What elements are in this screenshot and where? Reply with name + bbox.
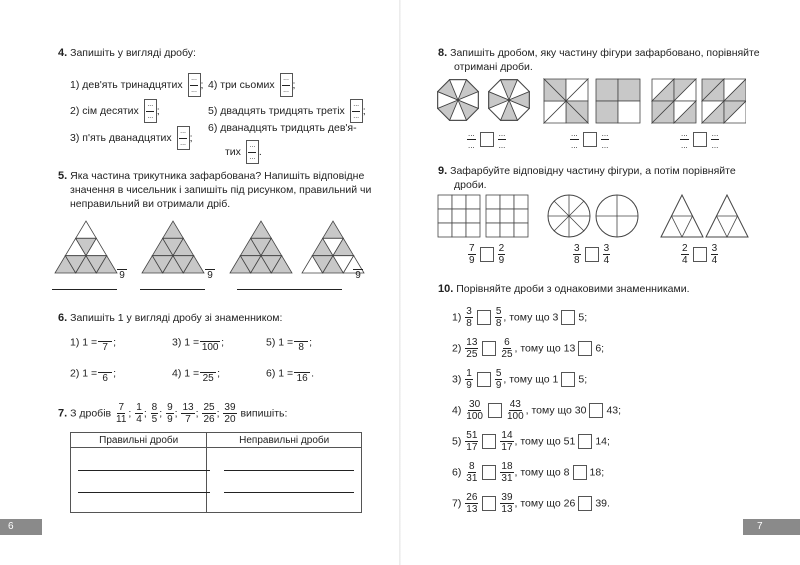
grid-cell bbox=[438, 195, 452, 209]
reason-end: 43; bbox=[606, 404, 622, 417]
reason-end: 5; bbox=[578, 311, 588, 324]
item-label: 6) дванадцять тридцять дев'я- bbox=[208, 122, 357, 134]
comparison-row: 2) $\frac{13}{25}$ $\frac{6}{25}$ , тому що 13 6; bbox=[452, 337, 605, 360]
grid-cell bbox=[486, 195, 500, 209]
ex8-compare: ... ... ... ... bbox=[681, 129, 719, 150]
ex4-item bbox=[208, 122, 357, 135]
grid-cell bbox=[452, 195, 466, 209]
row-index: 5) bbox=[452, 435, 462, 448]
ex4-item-cont: тих ... ... . bbox=[225, 140, 262, 164]
ex6-item: 4) 1 = 25 ; bbox=[172, 363, 220, 384]
octagon-figure bbox=[489, 80, 530, 121]
exercise-text-line: Запишіть дробом, яку частину фігури зафарбовано, порівняйте bbox=[450, 47, 760, 59]
exercise-text-line: Яка частина трикутника зафарбована? Напишіть відповідне bbox=[70, 170, 365, 182]
ex9-compare: $\frac{7}{9}$ $\frac{2}{9}$ bbox=[469, 243, 505, 266]
compare-box[interactable] bbox=[482, 341, 496, 356]
square-figure bbox=[544, 79, 588, 123]
table-header-improper: Неправильні дроби bbox=[207, 433, 362, 448]
compare-box[interactable] bbox=[488, 403, 502, 418]
page-number: 7 bbox=[757, 521, 763, 532]
grid-cell bbox=[466, 195, 480, 209]
exercise-6-header bbox=[58, 312, 282, 325]
compare-box[interactable] bbox=[573, 465, 587, 480]
answer-line[interactable] bbox=[224, 492, 354, 493]
ex4-item: 4) три сьомих ... ... ; bbox=[208, 73, 295, 97]
grid-cell bbox=[514, 209, 528, 223]
compare-box[interactable] bbox=[583, 132, 597, 147]
exercise-7-header: 7. З дробів $\frac{7}{11}$ ; $\frac{1}{4}$ ; $\frac{8}{5}$ ; $\frac{9}{9}$ ; $\frac{13}{7}$ ; $\frac{25}{26}$ ; $\frac{39}{20}$ випишіть: bbox=[58, 402, 288, 425]
answer-fraction-box[interactable]: ... ... bbox=[246, 140, 259, 164]
grid-cell bbox=[466, 209, 480, 223]
triangle-cell bbox=[163, 221, 184, 238]
reason-text: , тому що 13 bbox=[514, 342, 576, 355]
row-index: 1) bbox=[452, 311, 462, 324]
answer-table bbox=[70, 432, 362, 513]
shaded-shapes bbox=[436, 76, 746, 126]
answer-fraction-box[interactable]: ... ... bbox=[280, 73, 293, 97]
item-label: 3) п'ять дванадцятих bbox=[70, 131, 172, 144]
triangle-cell bbox=[323, 221, 344, 238]
ex4-item: 1) дев'ять тринадцятих ... ... ; bbox=[70, 73, 203, 97]
exercise-title: Запишіть у вигляді дробу: bbox=[70, 47, 196, 59]
ex4-item: 5) двадцять тридцять третіх ... ... ; bbox=[208, 99, 366, 123]
reason-end: 39. bbox=[595, 497, 610, 510]
ex4-item: 3) п'ять дванадцятих ... ... ; bbox=[70, 126, 193, 150]
compare-box[interactable] bbox=[482, 496, 496, 511]
page-number: 6 bbox=[8, 521, 14, 532]
grid-cell bbox=[438, 223, 452, 237]
ex5-fraction: 9 bbox=[116, 258, 128, 281]
reason-text: , тому що 1 bbox=[503, 373, 559, 386]
exercise-number: 9. bbox=[438, 165, 448, 177]
grid-cell bbox=[514, 195, 528, 209]
compare-box[interactable] bbox=[480, 132, 494, 147]
reason-end: 6; bbox=[595, 342, 605, 355]
ex4-item: 2) сім десятих ... ... ; bbox=[70, 99, 160, 123]
answer-line[interactable] bbox=[224, 470, 354, 471]
page-number-bar bbox=[0, 519, 42, 535]
exercise-number: 6. bbox=[58, 312, 68, 324]
answer-line[interactable] bbox=[78, 492, 210, 493]
compare-box[interactable] bbox=[482, 434, 496, 449]
compare-box[interactable] bbox=[477, 372, 491, 387]
circle-figure bbox=[548, 195, 590, 237]
ex6-item: 2) 1 = 6 ; bbox=[70, 363, 116, 384]
row-index: 2) bbox=[452, 342, 462, 355]
ex9-compare: $\frac{3}{8}$ $\frac{3}{4}$ bbox=[574, 243, 610, 266]
grid-cell bbox=[452, 209, 466, 223]
row-index: 7) bbox=[452, 497, 462, 510]
triangle-figure bbox=[230, 221, 292, 273]
exercise-4-header bbox=[58, 47, 196, 60]
compare-box[interactable] bbox=[693, 132, 707, 147]
answer-line[interactable] bbox=[52, 289, 117, 290]
comparison-row: 7) $\frac{26}{13}$ $\frac{39}{13}$ , тому що 26 39. bbox=[452, 492, 610, 515]
exercise-text-line: неправильний ви отримали дріб. bbox=[70, 198, 231, 210]
comparison-row: 4) $\frac{30}{100}$ $\frac{43}{100}$ , тому що 30 43; bbox=[452, 399, 622, 422]
compare-box[interactable] bbox=[589, 403, 603, 418]
exercise-title: З дробів bbox=[70, 407, 112, 420]
grid-cell bbox=[500, 209, 514, 223]
grid-cell bbox=[486, 209, 500, 223]
exercise-text-line: дроби. bbox=[454, 179, 487, 191]
compare-box[interactable] bbox=[480, 247, 494, 262]
reason-end: 14; bbox=[595, 435, 610, 448]
triangle-cell bbox=[76, 221, 97, 238]
exercise-number: 4. bbox=[58, 47, 68, 59]
row-index: 4) bbox=[452, 404, 462, 417]
ex5-fraction: 9 bbox=[204, 258, 216, 281]
grid-figure bbox=[438, 195, 480, 237]
circle-figure bbox=[596, 195, 638, 237]
ex5-fraction: 9 bbox=[352, 258, 364, 281]
compare-box[interactable] bbox=[693, 247, 707, 262]
compare-box[interactable] bbox=[561, 310, 575, 325]
triangle-cell bbox=[251, 221, 272, 238]
exercise-number: 7. bbox=[58, 407, 68, 420]
square-figure bbox=[596, 79, 640, 123]
right-page bbox=[400, 0, 800, 565]
answer-fraction-box[interactable]: ... ... bbox=[350, 99, 363, 123]
table-header-proper: Правильні дроби bbox=[71, 433, 207, 448]
exercise-text-line: значення в чисельник і запишіть під рисунком, правильний чи bbox=[70, 184, 372, 196]
triangle-figure bbox=[142, 221, 204, 273]
exercise-text-line: Зафарбуйте відповідну частину фігури, а потім порівняйте bbox=[450, 165, 736, 177]
ex6-item: 5) 1 = 8 ; bbox=[266, 332, 312, 353]
ex6-item: 3) 1 = 100 ; bbox=[172, 332, 224, 353]
item-label: 4) три сьомих bbox=[208, 78, 275, 91]
ex6-item: 1) 1 = 7 ; bbox=[70, 332, 116, 353]
exercise-title: Порівняйте дроби з однаковими знаменниками. bbox=[456, 283, 690, 295]
reason-text: , тому що 3 bbox=[503, 311, 559, 324]
triangle-figures bbox=[50, 215, 370, 295]
row-index: 3) bbox=[452, 373, 462, 386]
comparison-row: 1) $\frac{3}{8}$ $\frac{5}{8}$ , тому що 3 5; bbox=[452, 306, 588, 329]
comparison-row: 5) $\frac{51}{17}$ $\frac{14}{17}$ , тому що 51 14; bbox=[452, 430, 610, 453]
compare-box[interactable] bbox=[578, 496, 592, 511]
grid-cell bbox=[486, 223, 500, 237]
grid-figure bbox=[486, 195, 528, 237]
compare-box[interactable] bbox=[482, 465, 496, 480]
exercise-number: 5. bbox=[58, 170, 68, 182]
page-number-bar bbox=[743, 519, 800, 535]
square-figure bbox=[702, 79, 746, 123]
reason-text: , тому що 30 bbox=[525, 404, 587, 417]
compare-box[interactable] bbox=[477, 310, 491, 325]
ex8-compare: ... ... ... ... bbox=[571, 129, 609, 150]
triangle-figure bbox=[661, 195, 703, 237]
compare-box[interactable] bbox=[578, 434, 592, 449]
reason-end: 18; bbox=[589, 466, 605, 479]
grid-cell bbox=[500, 195, 514, 209]
square-figure bbox=[652, 79, 696, 123]
compare-box[interactable] bbox=[585, 247, 599, 262]
row-index: 6) bbox=[452, 466, 462, 479]
exercise-number: 8. bbox=[438, 47, 448, 59]
item-label: 5) двадцять тридцять третіх bbox=[208, 104, 345, 117]
exercise-number: 10. bbox=[438, 283, 454, 295]
compare-box[interactable] bbox=[578, 341, 592, 356]
ex9-compare: $\frac{2}{4}$ $\frac{3}{4}$ bbox=[682, 243, 718, 266]
grid-cell bbox=[438, 209, 452, 223]
item-label: 1) дев'ять тринадцятих bbox=[70, 78, 183, 91]
answer-cell[interactable] bbox=[71, 448, 207, 513]
exercise-title: Запишіть 1 у вигляді дробу зі знаменником: bbox=[70, 312, 283, 324]
exercise-8-header bbox=[438, 47, 760, 60]
exercise-9-header bbox=[438, 165, 736, 178]
reason-text: , тому що 26 bbox=[514, 497, 576, 510]
answer-cell[interactable] bbox=[207, 448, 362, 513]
exercise-5-header bbox=[58, 170, 364, 183]
answer-fraction-box[interactable]: ... ... bbox=[144, 99, 157, 123]
answer-line[interactable] bbox=[237, 289, 342, 290]
comparison-row: 6) $\frac{8}{31}$ $\frac{18}{31}$ , тому що 8 18; bbox=[452, 461, 605, 484]
exercise-10-header bbox=[438, 283, 690, 296]
reason-text: , тому що 8 bbox=[514, 466, 570, 479]
ex8-compare: ... ... ... ... bbox=[468, 129, 506, 150]
triangle-figure bbox=[55, 221, 117, 273]
grid-cell bbox=[500, 223, 514, 237]
exercise-text-line: отримані дроби. bbox=[454, 61, 533, 73]
compare-box[interactable] bbox=[561, 372, 575, 387]
colorable-shapes[interactable] bbox=[436, 193, 756, 241]
reason-end: 5; bbox=[578, 373, 588, 386]
item-label: 2) сім десятих bbox=[70, 104, 139, 117]
answer-line[interactable] bbox=[78, 470, 210, 471]
answer-line[interactable] bbox=[140, 289, 205, 290]
grid-cell bbox=[452, 223, 466, 237]
grid-cell bbox=[466, 223, 480, 237]
ex10-rows bbox=[452, 306, 752, 516]
octagon-figure bbox=[438, 80, 479, 121]
comparison-row: 3) $\frac{1}{9}$ $\frac{5}{9}$ , тому що 1 5; bbox=[452, 368, 588, 391]
ex6-item: 6) 1 = 16 . bbox=[266, 363, 314, 384]
ex8-answer-row bbox=[400, 128, 800, 154]
triangle-figure bbox=[706, 195, 748, 237]
reason-text: , тому що 51 bbox=[514, 435, 576, 448]
item-label: тих bbox=[225, 145, 241, 158]
grid-cell bbox=[514, 223, 528, 237]
answer-fraction-box[interactable]: ... ... bbox=[177, 126, 190, 150]
answer-fraction-box[interactable]: ... ... bbox=[188, 73, 201, 97]
